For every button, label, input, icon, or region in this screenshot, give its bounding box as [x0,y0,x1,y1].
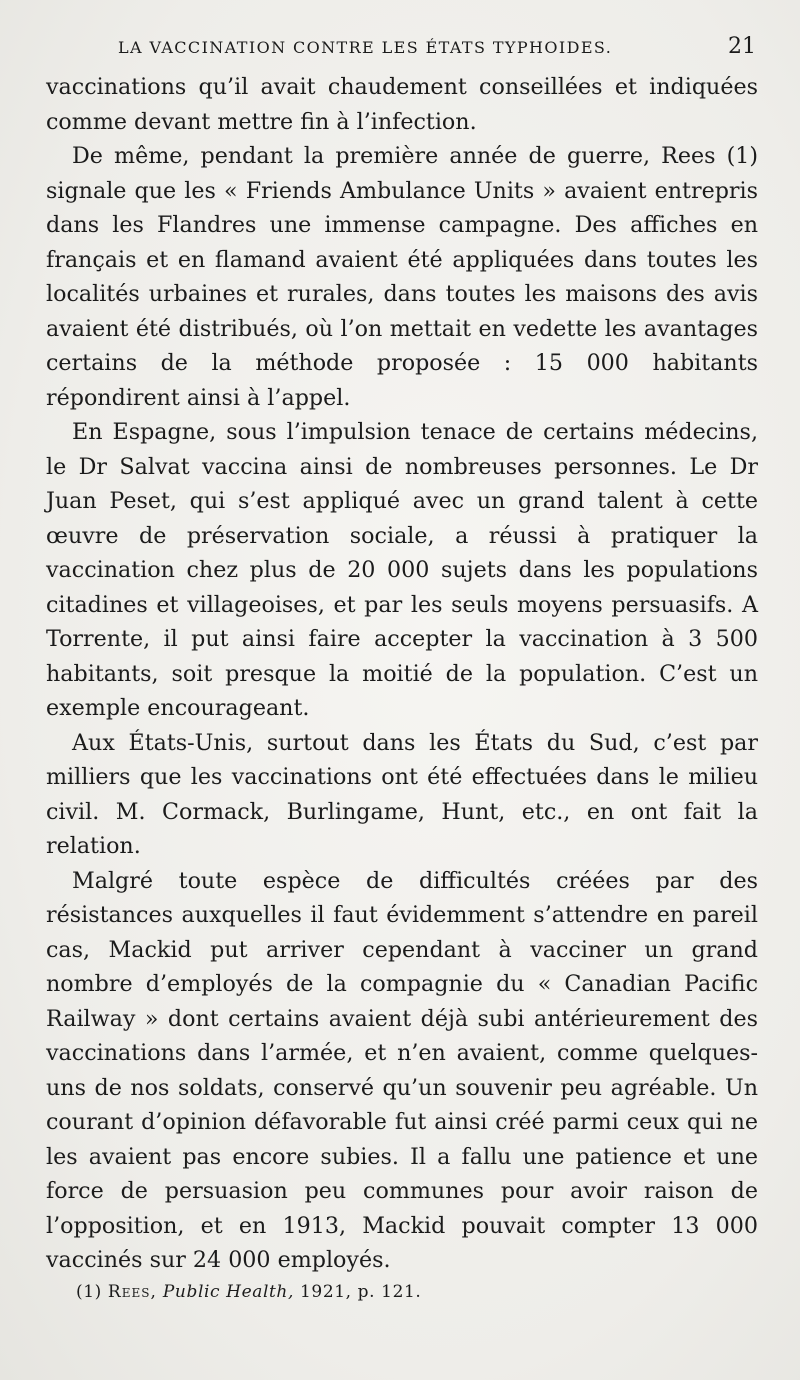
running-title: LA VACCINATION CONTRE LES ÉTATS TYPHOIDES. [118,38,613,57]
footnote [76,1282,421,1302]
paragraph-3: En Espagne, sous l’impulsion tenace de certains médecins, le Dr Salvat vaccina ainsi de nombreuses personnes. Le Dr Juan Peset, qui s’est appliqué avec un grand talent à cette œuvre de préservation sociale, a réussi à pratiquer la vaccination chez plus de 20 000 sujets dans les populations citadines et villageoises, et par les seuls moyens persuasifs. A Torrente, il put ainsi faire accepter la vaccination à 3 500 habitants, soit presque la moitié de la population. C’est un exemple encourageant. [46,419,758,721]
footnote-journal: Public Health, [162,1282,294,1302]
footnote-details: 1921, p. 121. [300,1282,422,1302]
paragraph-5: Malgré toute espèce de difficultés créées par des résistances auxquelles il faut évidemment s’attendre en pareil cas, Mackid put arriver cependant à vacciner un grand nombre d’employés de la compagnie du « Canadian Pacific Railway » dont certains avaient déjà subi antérieurement des vaccinations dans l’armée, et n’en avaient, comme quelques-uns de nos soldats, conservé qu’un souvenir peu agréable. Un courant d’opinion défavorable fut ainsi créé parmi ceux qui ne les avaient pas encore subies. Il a fallu une patience et une force de persuasion peu communes pour avoir raison de l’opposition, et en 1913, Mackid pouvait compter 13 000 vaccinés sur 24 000 employés. [46,867,758,1273]
footnote-marker: (1) [76,1282,102,1302]
footnote-author: Rees, [107,1282,157,1302]
page-number: 21 [728,34,756,59]
paragraph-2: De même, pendant la première année de guerre, Rees (1) signale que les « Friends Ambulance Units » avaient entrepris dans les Flandres une immense campagne. Des affiches en français et en flamand avaient été appliquées dans toutes les localités urbaines et rurales, dans toutes les maisons des avis avaient été distribués, où l’on mettait en vedette les avantages certains de la méthode proposée : 15 000 habitants répondirent ainsi à l’appel. [46,143,758,411]
paragraph-1: vaccinations qu’il avait chaudement conseillées et indiquées comme devant mettre fin à l’infection. [46,74,758,135]
paragraph-4: Aux États-Unis, surtout dans les États du Sud, c’est par milliers que les vaccinations ont été effectuées dans le milieu civil. M. Cormack, Burlingame, Hunt, etc., en ont fait la relation. [46,729,758,859]
body-text [46,70,758,1278]
running-header [118,34,756,60]
